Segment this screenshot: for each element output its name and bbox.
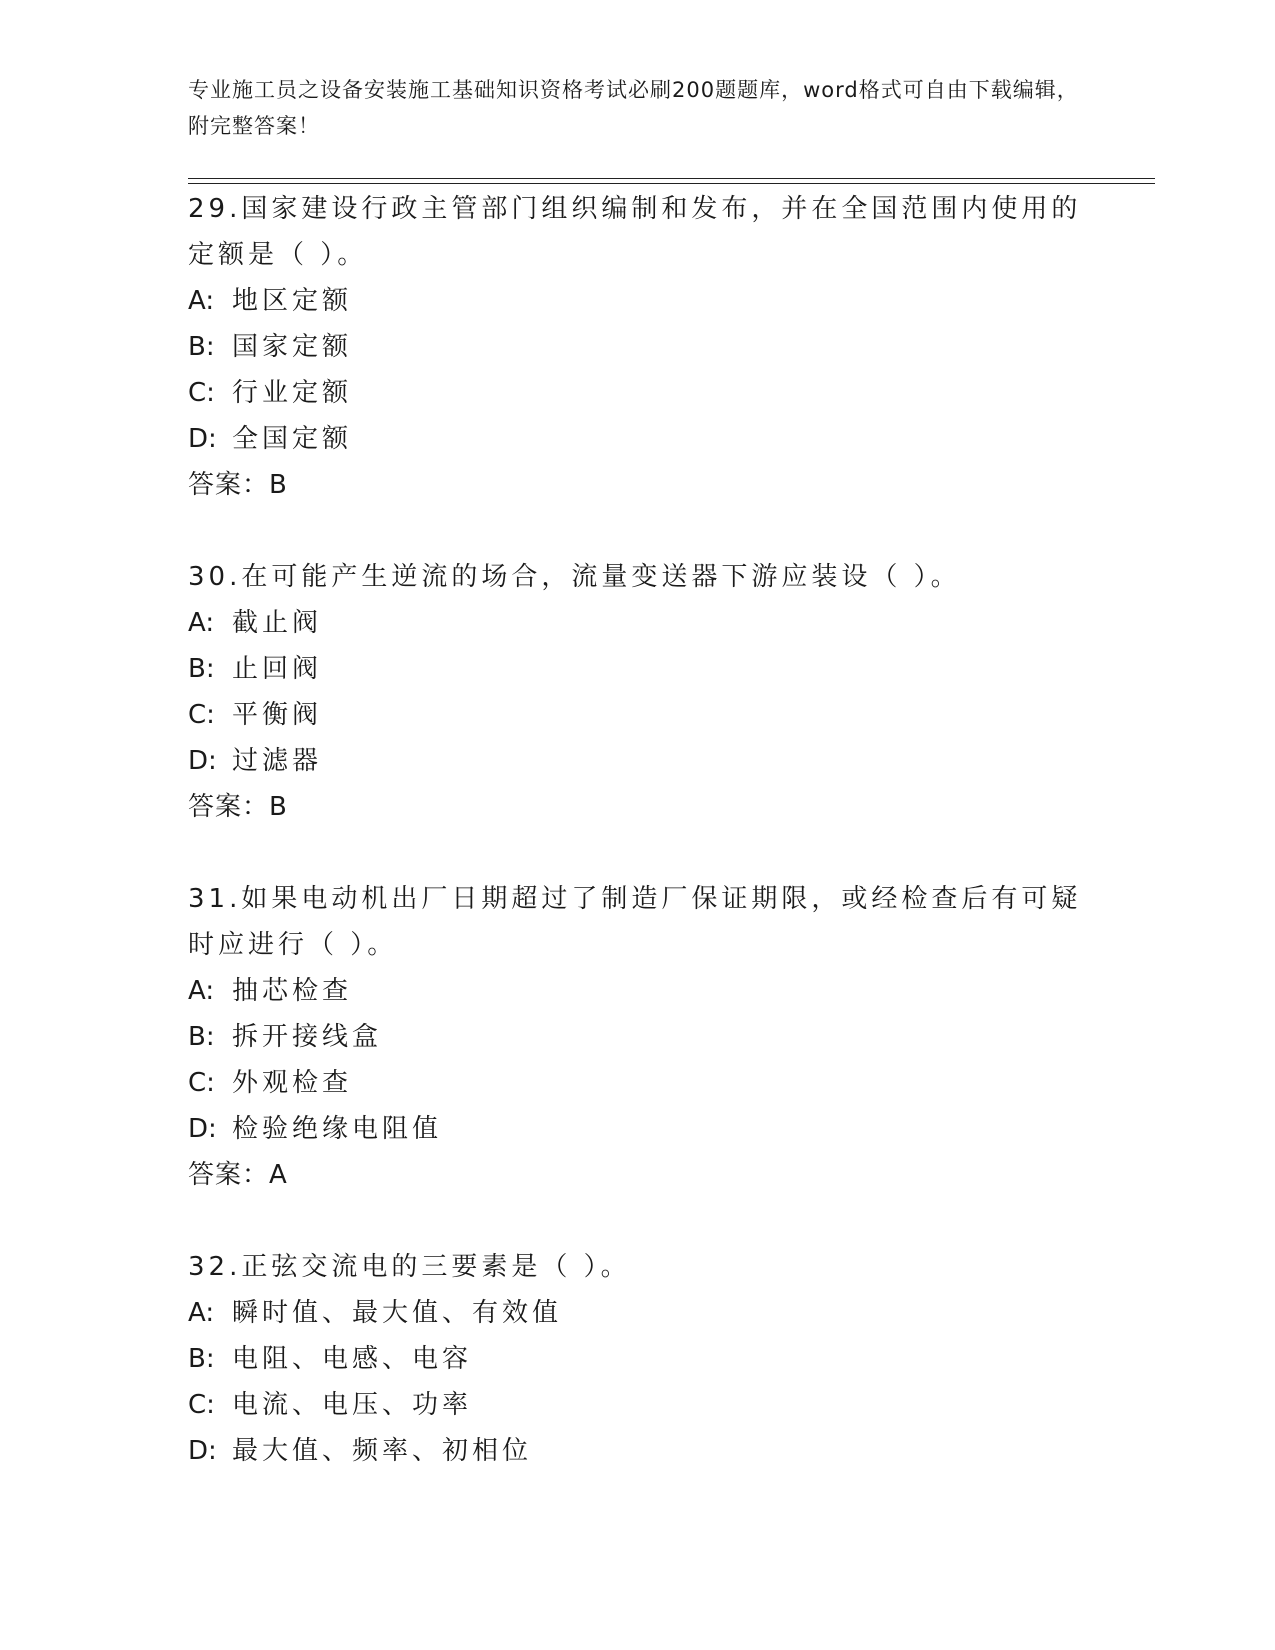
question-stem: 32.正弦交流电的三要素是（ ）。 (188, 1252, 631, 1282)
answer-line: 答案：A (188, 1160, 288, 1190)
document-header: 专业施工员之设备安装施工基础知识资格考试必刷200题题库，word格式可自由下载编辑，附完整答案！ (188, 78, 1079, 138)
option-text: 行业定额 (232, 378, 353, 408)
option-b (188, 324, 1088, 370)
question-list (188, 186, 1088, 1474)
option-key: B: (188, 1022, 215, 1052)
option-a (188, 968, 1088, 1014)
option-key: A: (188, 976, 215, 1006)
option-c (188, 692, 1088, 738)
option-a (188, 278, 1088, 324)
option-d (188, 416, 1088, 462)
option-text: 平衡阀 (232, 700, 323, 730)
option-text: 电流、电压、功率 (232, 1390, 473, 1420)
option-key: D: (188, 424, 217, 454)
option-b (188, 1336, 1088, 1382)
option-key: C: (188, 700, 215, 730)
option-c (188, 1382, 1088, 1428)
option-text: 地区定额 (232, 286, 353, 316)
option-text: 抽芯检查 (232, 976, 353, 1006)
option-a (188, 1290, 1088, 1336)
question-stem: 30.在可能产生逆流的场合，流量变送器下游应装设（ ）。 (188, 562, 961, 592)
option-text: 最大值、频率、初相位 (232, 1436, 533, 1466)
header-divider-bottom (188, 183, 1155, 184)
option-key: B: (188, 654, 215, 684)
option-text: 检验绝缘电阻值 (232, 1114, 443, 1144)
option-key: A: (188, 608, 215, 638)
option-text: 国家定额 (232, 332, 353, 362)
option-text: 全国定额 (232, 424, 353, 454)
option-key: C: (188, 1390, 215, 1420)
option-text: 截止阀 (232, 608, 323, 638)
question-spacer (188, 508, 1088, 554)
option-d (188, 1428, 1088, 1474)
option-key: B: (188, 332, 215, 362)
option-text: 止回阀 (232, 654, 323, 684)
option-d (188, 738, 1088, 784)
option-key: C: (188, 378, 215, 408)
header-divider-top (188, 178, 1155, 179)
option-text: 外观检查 (232, 1068, 353, 1098)
answer-line: 答案：B (188, 470, 288, 500)
option-text: 电阻、电感、电容 (232, 1344, 473, 1374)
answer-line: 答案：B (188, 792, 288, 822)
option-c (188, 1060, 1088, 1106)
option-key: D: (188, 746, 217, 776)
option-b (188, 1014, 1088, 1060)
question-29 (188, 186, 1088, 508)
option-text: 过滤器 (232, 746, 323, 776)
option-a (188, 600, 1088, 646)
option-b (188, 646, 1088, 692)
question-stem: 31.如果电动机出厂日期超过了制造厂保证期限，或经检查后有可疑时应进行（ ）。 (188, 884, 1082, 960)
question-spacer (188, 830, 1088, 876)
question-spacer (188, 1198, 1088, 1244)
question-stem: 29.国家建设行政主管部门组织编制和发布，并在全国范围内使用的定额是（ ）。 (188, 194, 1082, 270)
option-text: 拆开接线盒 (232, 1022, 383, 1052)
question-30 (188, 554, 1088, 830)
option-key: D: (188, 1436, 217, 1466)
option-key: A: (188, 1298, 215, 1328)
option-key: B: (188, 1344, 215, 1374)
option-text: 瞬时值、最大值、有效值 (232, 1298, 563, 1328)
question-31 (188, 876, 1088, 1198)
option-key: A: (188, 286, 215, 316)
option-d (188, 1106, 1088, 1152)
option-key: C: (188, 1068, 215, 1098)
option-key: D: (188, 1114, 217, 1144)
option-c (188, 370, 1088, 416)
question-32 (188, 1244, 1088, 1474)
